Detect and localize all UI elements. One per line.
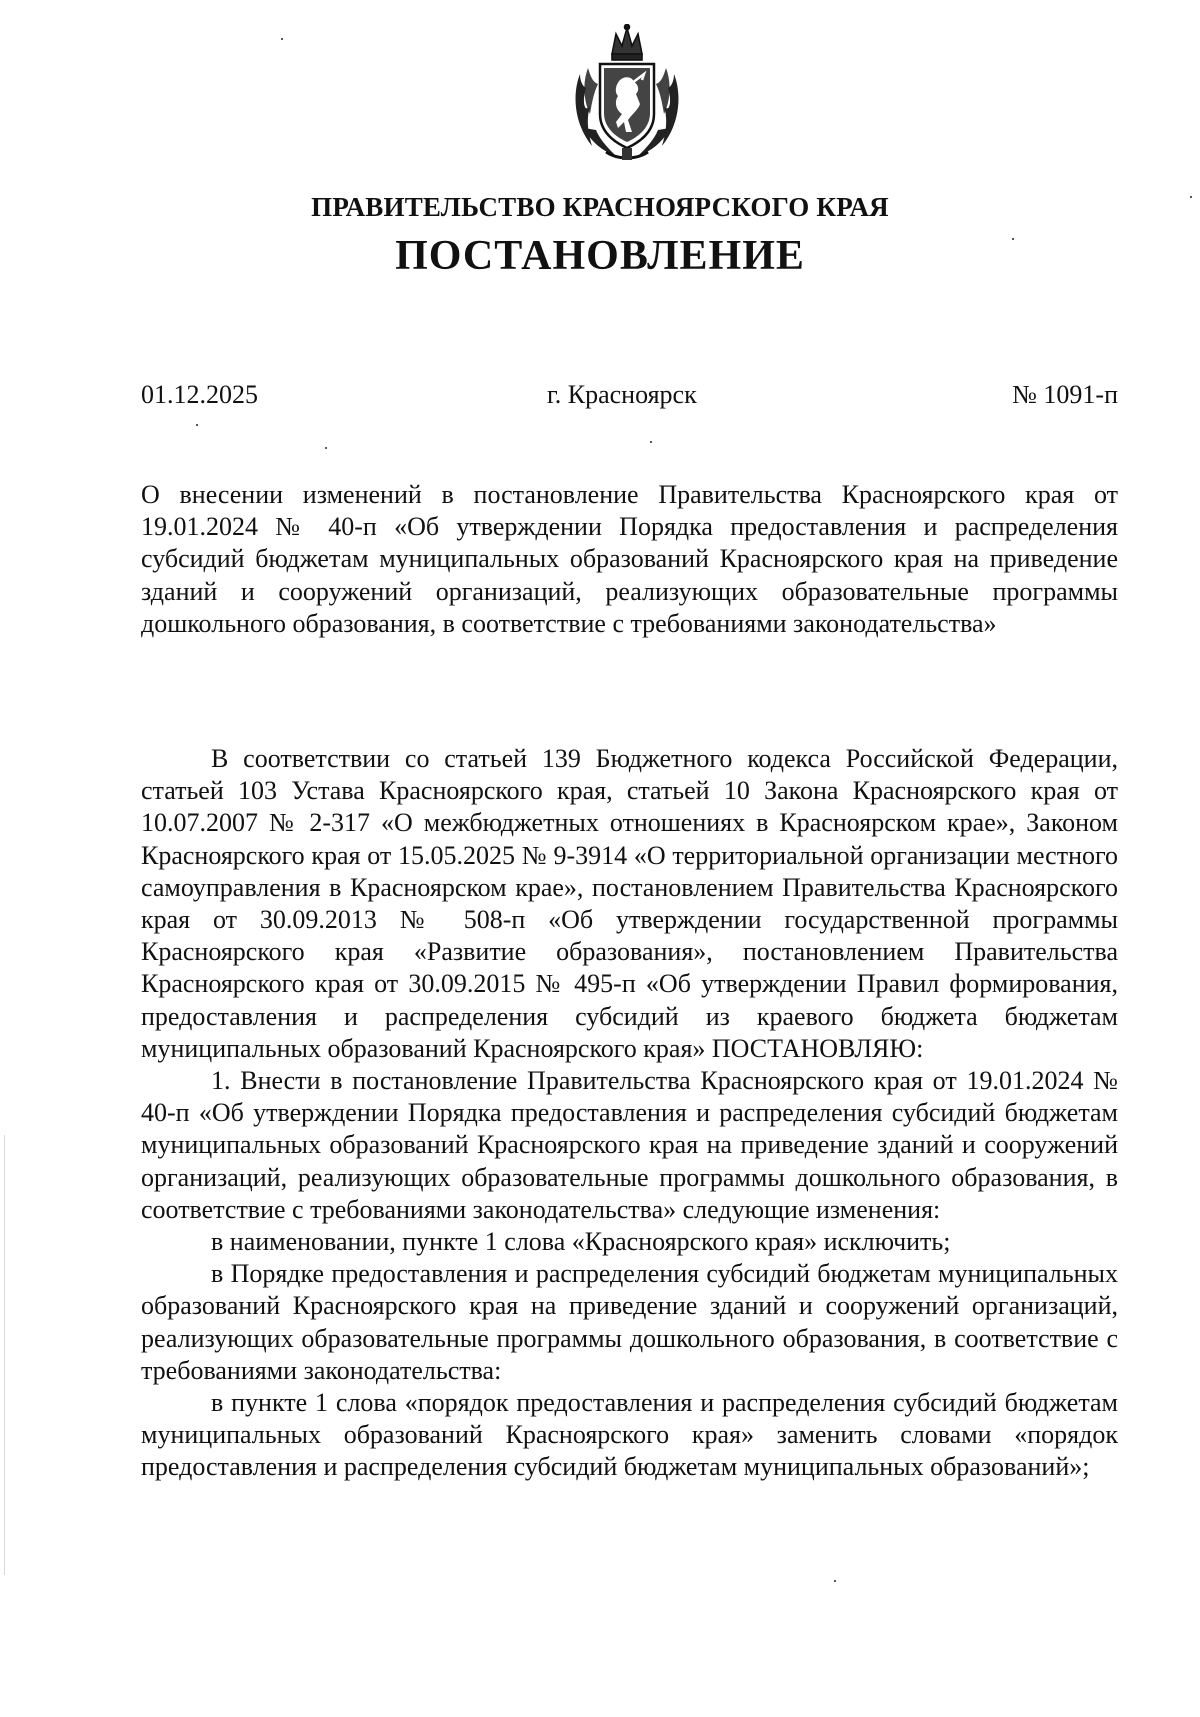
- document-meta-row: [141, 380, 1118, 414]
- item-1-change-c: в пункте 1 слова «порядок предоставления и распределения субсидий бюджетам муниципальных образований Красноярского края» заменить словами «порядок предоставления и распределения субсидий бюджетам муниципальных образований»;: [141, 1388, 1118, 1482]
- document-date: 01.12.2025: [141, 380, 258, 409]
- item-1-paragraph: 1. Внести в постановление Правительства Красноярского края от 19.01.2024 № 40-п «Об утверждении Порядка предоставления и распределения субсидий бюджетам муниципальных образований Красноярского края на приведение зданий и сооружений организаций, реализующих образовательные программы дошкольного образования, в соответствие с требованиями законодательства» следующие изменения:: [141, 1066, 1118, 1224]
- document-number: № 1091-п: [1012, 380, 1118, 409]
- coat-of-arms-emblem: [570, 24, 684, 164]
- item-1-change-b: в Порядке предоставления и распределения субсидий бюджетам муниципальных образований Красноярского края на приведение зданий и сооружений организаций, реализующих образовательные программы дошкольного образования, в соответствие с требованиями законодательства:: [141, 1259, 1118, 1385]
- organization-name: ПРАВИТЕЛЬСТВО КРАСНОЯРСКОГО КРАЯ: [311, 192, 889, 222]
- item-1-change-a: в наименовании, пункте 1 слова «Красноярского края» исключить;: [211, 1227, 951, 1257]
- coat-of-arms-icon: [570, 24, 684, 164]
- document-type: ПОСТАНОВЛЕНИЕ: [395, 233, 805, 279]
- document-body: [141, 743, 1118, 1484]
- preamble-paragraph: В соответствии со статьей 139 Бюджетного кодекса Российской Федерации, статьей 103 Устава Красноярского края, статьей 10 Закона Красноярского края от 10.07.2007 № 2-317 «О межбюджетных отношениях в Красноярском крае», Законом Красноярского края от 15.05.2025 № 9-3914 «О территориальной организации местного самоуправления в Красноярском крае», постановлением Правительства Красноярского края от 30.09.2013 № 508-п «Об утверждении государственной программы Красноярского края «Развитие образования», постановлением Правительства Красноярского края от 30.09.2015 № 495-п «Об утверждении Правил формирования, предоставления и распределения субсидий из краевого бюджета бюджетам муниципальных образований Красноярского края» ПОСТАНОВЛЯЮ:: [141, 744, 1118, 1063]
- document-city: г. Красноярск: [547, 380, 697, 409]
- document-title: О внесении изменений в постановление Правительства Красноярского края от 19.01.2024 № 40-п «Об утверждении Порядка предоставления и распределения субсидий бюджетам муниципальных образований Красноярского края на приведение зданий и сооружений организаций, реализующих образовательные программы дошкольного образования, в соответствие с требованиями законодательства»: [141, 480, 1118, 638]
- scan-edge-line: [4, 1135, 5, 1575]
